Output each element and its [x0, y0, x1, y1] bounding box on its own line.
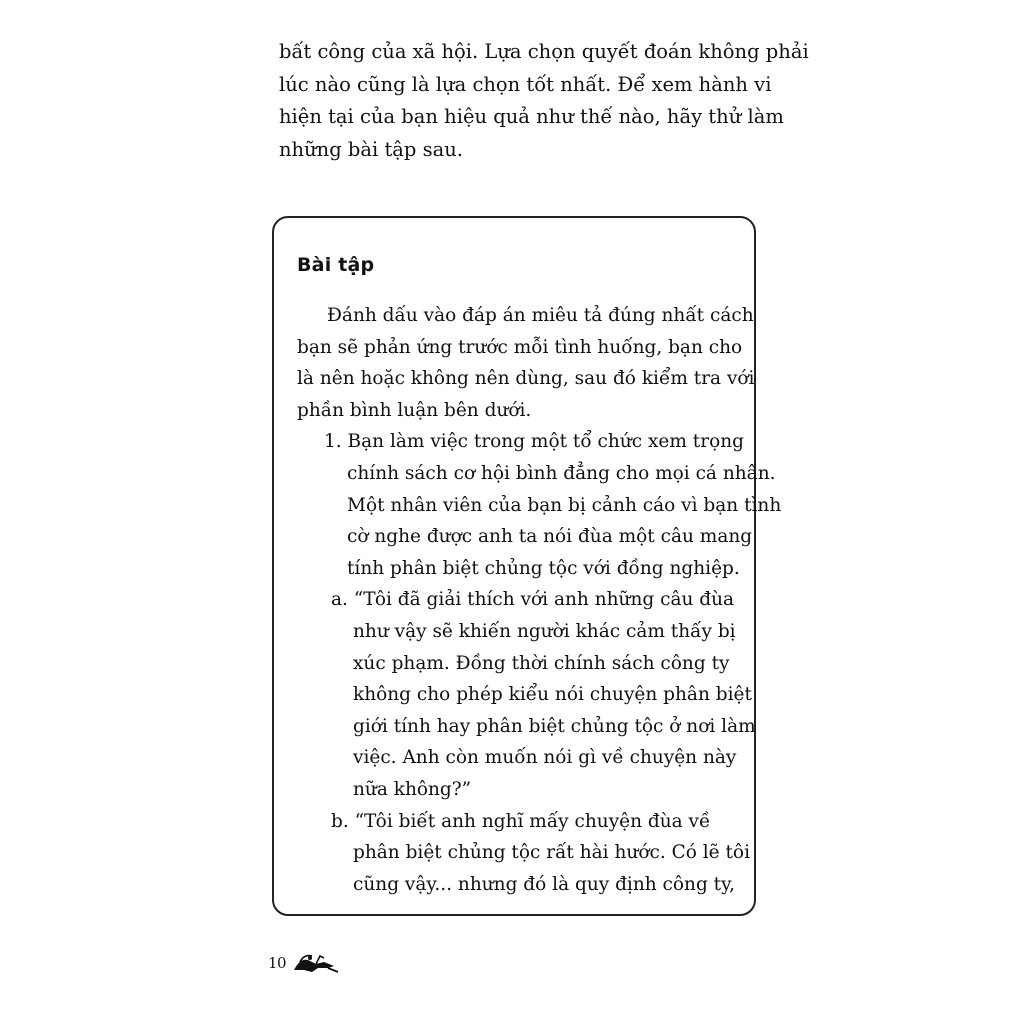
- option-a-line: như vậy sẽ khiến người khác cảm thấy bị: [353, 620, 736, 642]
- intro-line: lúc nào cũng là lựa chọn tốt nhất. Để xem hành vi: [279, 72, 772, 96]
- instruction-line: bạn sẽ phản ứng trước mỗi tình huống, bạn cho: [297, 336, 743, 358]
- running-figure-icon: [290, 950, 342, 976]
- option-a-line: xúc phạm. Đồng thời chính sách công ty: [353, 652, 730, 674]
- exercise-title: Bài tập: [297, 254, 375, 276]
- instruction-line: phần bình luận bên dưới.: [297, 399, 532, 421]
- option-b-line: phân biệt chủng tộc rất hài hước. Có lẽ tôi: [353, 842, 750, 864]
- intro-line: hiện tại của bạn hiệu quả như thế nào, hãy thử làm: [279, 105, 784, 128]
- option-a-line: nữa không?”: [353, 778, 472, 800]
- option-b-line: cũng vậy... nhưng đó là quy định công ty,: [353, 873, 735, 895]
- page-number: 10: [268, 954, 287, 972]
- intro-line: những bài tập sau.: [279, 137, 463, 161]
- instruction-line: là nên hoặc không nên dùng, sau đó kiểm tra với: [297, 368, 755, 390]
- intro-line: bất công của xã hội. Lựa chọn quyết đoán không phải: [279, 40, 809, 63]
- question-line: Một nhân viên của bạn bị cảnh cáo vì bạn tình: [347, 494, 782, 516]
- question-line: chính sách cơ hội bình đẳng cho mọi cá nhân.: [347, 462, 776, 484]
- question-line: 1. Bạn làm việc trong một tổ chức xem trọng: [324, 431, 744, 453]
- intro-paragraph: [279, 36, 809, 166]
- option-a-line: không cho phép kiểu nói chuyện phân biệt: [353, 684, 752, 706]
- instruction-line: Đánh dấu vào đáp án miêu tả đúng nhất cách: [327, 305, 754, 326]
- option-a-line: việc. Anh còn muốn nói gì về chuyện này: [353, 747, 737, 769]
- exercise-instruction: [297, 300, 782, 900]
- question-line: cờ nghe được anh ta nói đùa một câu mang: [347, 526, 753, 548]
- option-a-line: giới tính hay phân biệt chủng tộc ở nơi làm: [353, 715, 756, 737]
- page-footer: [268, 948, 342, 978]
- option-b-line: b. “Tôi biết anh nghĩ mấy chuyện đùa về: [331, 810, 711, 832]
- option-a-line: a. “Tôi đã giải thích với anh những câu đùa: [331, 589, 735, 611]
- question-line: tính phân biệt chủng tộc với đồng nghiệp.: [347, 557, 740, 579]
